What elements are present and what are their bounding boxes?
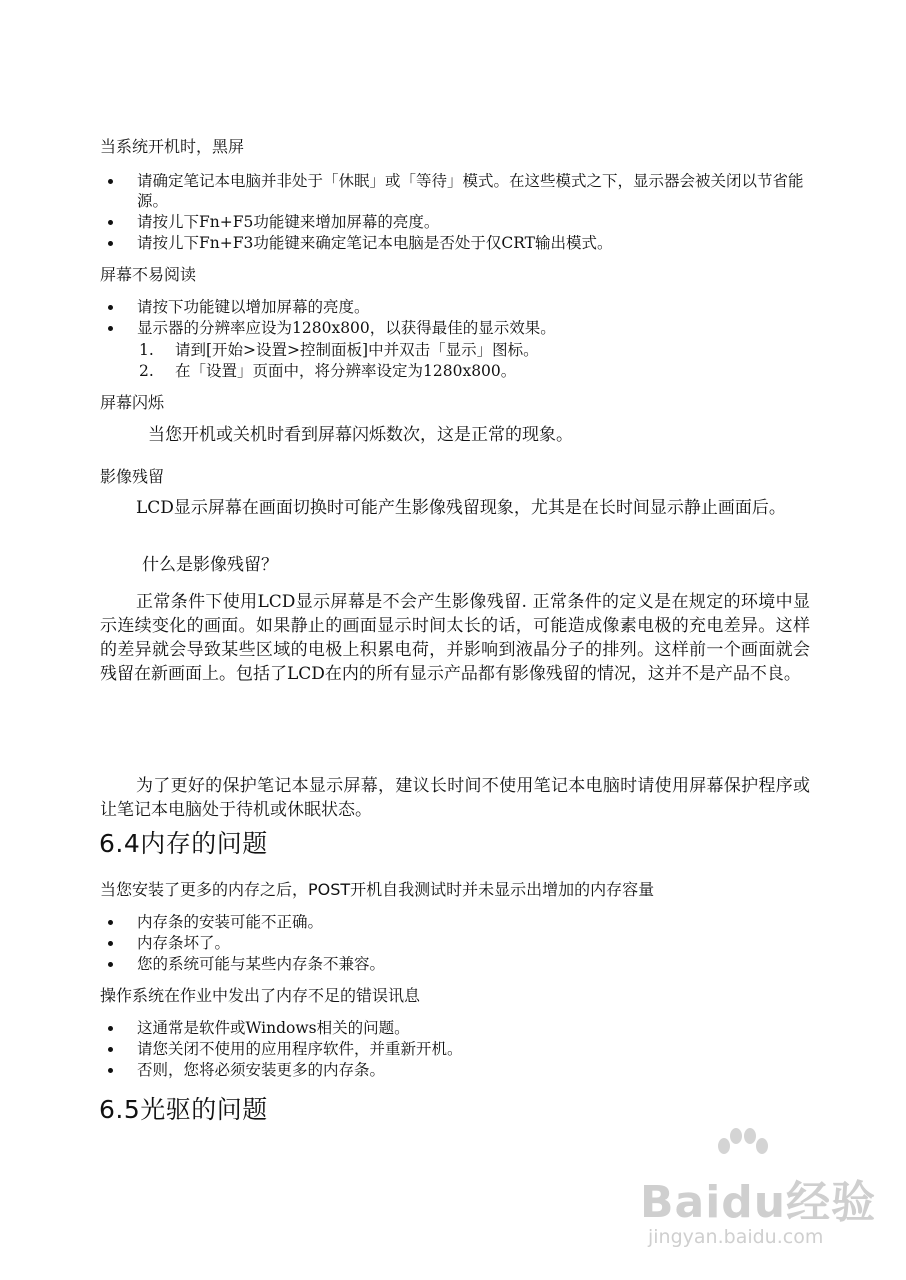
bullet-icon (108, 962, 113, 967)
list-item-text: 您的系统可能与某些内存条不兼容。 (137, 955, 386, 973)
list-item-text: 这通常是软件或Windows相关的问题。 (137, 1019, 410, 1037)
list-item-text: 请按儿下Fn+F3功能键来确定笔记本电脑是否处于仅CRT输出模式。 (137, 234, 613, 252)
list-item (0, 233, 906, 253)
list-item-text: 请您关闭不使用的应用程序软件，并重新开机。 (137, 1040, 463, 1058)
bullet-icon (108, 941, 113, 946)
step-number: 2. (139, 362, 154, 380)
bullet-icon (108, 920, 113, 925)
heading-flicker: 屏幕闪烁 (100, 393, 165, 412)
bullet-icon (108, 305, 113, 310)
bullet-icon (108, 241, 113, 246)
list-item (0, 1039, 906, 1059)
bullet-icon (108, 179, 113, 184)
step-number: 1. (139, 341, 154, 359)
list-item-text: 显示器的分辨率应设为1280x800，以获得最佳的显示效果。 (137, 319, 556, 337)
numbered-step (0, 340, 906, 360)
heading-hard-to-read: 屏幕不易阅读 (100, 265, 197, 284)
paragraph-flicker: 当您开机或关机时看到屏幕闪烁数次，这是正常的现象。 (148, 425, 573, 445)
list-item-text: 否则，您将必须安装更多的内存条。 (137, 1061, 386, 1079)
bullet-icon (108, 1068, 113, 1073)
list-item-text: 内存条坏了。 (137, 934, 231, 952)
watermark-logo-text: Baidu经验 (640, 1177, 877, 1228)
list-item-text: 请按儿下Fn+F5功能键来增加屏幕的亮度。 (137, 213, 440, 231)
list-item-text: 请按下功能键以增加屏幕的亮度。 (137, 298, 370, 316)
baidu-watermark (640, 1128, 880, 1258)
paragraph-image-retention-1: LCD显示屏幕在画面切换时可能产生影像残留现象，尤其是在长时间显示静止画面后。 (136, 498, 786, 518)
list-item (0, 318, 906, 338)
list-item (0, 933, 906, 953)
paragraph-image-retention-2: 正常条件下使用LCD显示屏幕是不会产生影像残留. 正常条件的定义是在规定的环境中显示连续变化的画面。如果静止的画面显示时间太长的话，可能造成像素电极的充电差异。这样的差异就会导致某些区域的电极上积累电荷，并影响到液晶分子的排列。这样前一个画面就会残留在新画面上。包括了LCD在内的所有显示产品都有影像残留的情况，这并不是产品不良。 (100, 592, 810, 684)
list-item (0, 297, 906, 317)
question-text: 什么是影像残留？ (142, 555, 278, 575)
list-item (0, 912, 906, 932)
list-item (0, 171, 906, 211)
paragraph-image-retention-3: 为了更好的保护笔记本显示屏幕，建议长时间不使用笔记本电脑时请使用屏幕保护程序或让笔记本电脑处于待机或休眠状态。 (100, 776, 810, 820)
bullet-icon (108, 1047, 113, 1052)
list-item-text: 请确定笔记本电脑并非处于「休眠」或「等待」模式。在这些模式之下，显示器会被关闭以节省能源。 (137, 172, 804, 210)
heading-black-screen: 当系统开机时，黑屏 (100, 137, 245, 156)
list-item (0, 212, 906, 232)
list-item (0, 1060, 906, 1080)
bullet-icon (108, 220, 113, 225)
bullet-icon (108, 1026, 113, 1031)
step-text: 在「设置」页面中，将分辨率设定为1280x800。 (175, 362, 517, 380)
heading-image-retention: 影像残留 (100, 467, 165, 486)
list-item (0, 954, 906, 974)
section-title-memory: 6.4内存的问题 (99, 829, 268, 858)
numbered-step (0, 361, 906, 381)
section-title-optical: 6.5光驱的问题 (99, 1095, 268, 1124)
list-item (0, 1018, 906, 1038)
watermark-url: jingyan.baidu.com (648, 1226, 824, 1248)
step-text: 请到[开始>设置>控制面板]中并双击「显示」图标。 (175, 341, 539, 359)
list-item-text: 内存条的安装可能不正确。 (137, 913, 324, 931)
heading-out-of-memory: 操作系统在作业中发出了内存不足的错误讯息 (100, 986, 421, 1005)
bullet-icon (108, 326, 113, 331)
heading-memory-not-shown: 当您安装了更多的内存之后，POST开机自我测试时并未显示出增加的内存容量 (100, 880, 655, 899)
